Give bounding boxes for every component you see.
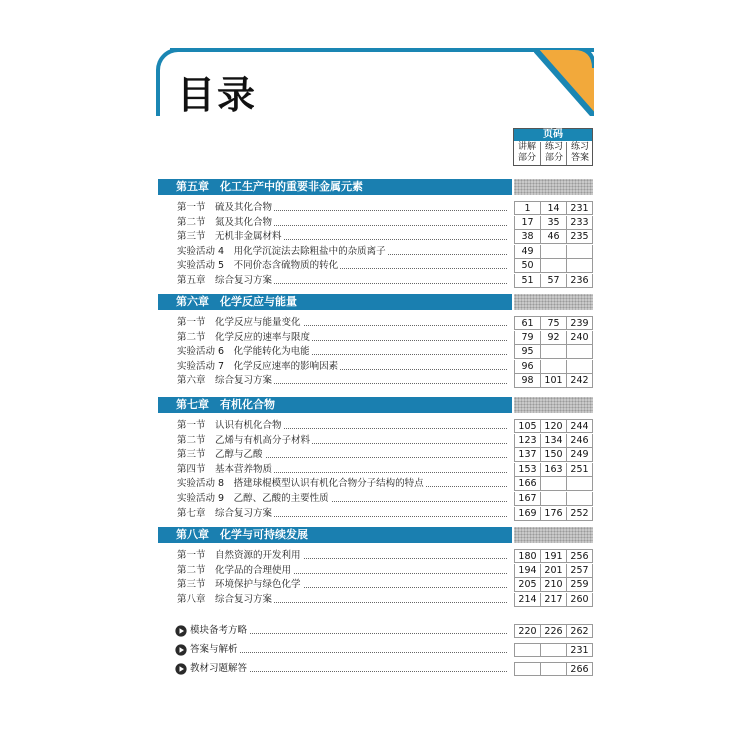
- page-code-header: [513, 128, 593, 166]
- toc-entry[interactable]: [177, 201, 593, 215]
- page-number-cells: [514, 374, 593, 388]
- answer-page: [566, 477, 593, 491]
- exercise-page: 120: [540, 419, 566, 433]
- toc-entry[interactable]: [177, 374, 593, 388]
- toc-entry-label: 第三节 环境保护与绿色化学: [177, 579, 301, 591]
- toc-entry[interactable]: [177, 564, 593, 578]
- lecture-page: 95: [514, 345, 540, 359]
- answer-page: 246: [566, 434, 593, 448]
- exercise-page: [540, 345, 566, 359]
- lecture-page: 220: [514, 624, 540, 638]
- page-code-title: 页码: [514, 129, 592, 141]
- answer-page: [566, 492, 593, 506]
- page-code-col-lecture: 讲解部分: [517, 142, 536, 163]
- answer-page: 233: [566, 216, 593, 230]
- toc-entry[interactable]: [177, 216, 593, 230]
- exercise-page: 14: [540, 201, 566, 215]
- lecture-page: 38: [514, 230, 540, 244]
- page-number-cells: [514, 216, 593, 230]
- exercise-page: 92: [540, 331, 566, 345]
- lecture-page: 79: [514, 331, 540, 345]
- toc-entry-label: 第一节 化学反应与能量变化: [177, 317, 301, 328]
- toc-entry-label: 第二节 氮及其化合物: [177, 216, 273, 228]
- lecture-page: 194: [514, 564, 540, 578]
- lecture-page: 61: [514, 316, 540, 330]
- lecture-page: 214: [514, 593, 540, 607]
- toc-entry-label: 实验活动 5 不同价态含硫物质的转化: [177, 260, 339, 272]
- page-number-cells: [514, 316, 593, 330]
- page-number-cells: [514, 507, 593, 521]
- exercise-page: [540, 360, 566, 374]
- exercise-page: 101: [540, 374, 566, 388]
- toc-entry-label: 第六章 综合复习方案: [177, 375, 273, 387]
- answer-page: 235: [566, 230, 593, 244]
- page-title: 目录: [177, 73, 258, 117]
- toc-entry-label: 第四节 基本营养物质: [177, 463, 273, 475]
- lecture-page: 49: [514, 245, 540, 259]
- exercise-page: 163: [540, 463, 566, 477]
- exercise-page: 226: [540, 624, 566, 638]
- page-number-cells: [514, 564, 593, 578]
- lecture-page: 167: [514, 492, 540, 506]
- exercise-page: 217: [540, 593, 566, 607]
- toc-entry[interactable]: [177, 434, 593, 448]
- page-number-cells: [514, 434, 593, 448]
- answer-page: [566, 360, 593, 374]
- toc-entry-label: 实验活动 4 用化学沉淀法去除粗盐中的杂质离子: [177, 245, 386, 257]
- page-number-cells: [514, 477, 593, 491]
- answer-page: [566, 259, 593, 273]
- chapter-dot-strip: [514, 179, 593, 195]
- chapter-dot-strip: [514, 294, 593, 310]
- page-number-cells: [514, 331, 593, 345]
- answer-page: 242: [566, 374, 593, 388]
- answer-page: 239: [566, 316, 593, 330]
- corner-decoration: [534, 48, 594, 116]
- toc-entry[interactable]: [177, 507, 593, 521]
- chapter-heading: 第六章 化学反应与能量: [158, 294, 512, 310]
- chapter-heading: 第八章 化学与可持续发展: [158, 527, 512, 543]
- page-number-cells: [514, 274, 593, 288]
- page-number-cells: [514, 230, 593, 244]
- appendix-entry-label: 答案与解析: [190, 644, 238, 655]
- chapter-heading: 第五章 化工生产中的重要非金属元素: [158, 179, 512, 195]
- exercise-page: [540, 643, 566, 657]
- page-number-cells: [514, 245, 593, 259]
- play-icon: [175, 663, 187, 675]
- page-number-cells: [514, 360, 593, 374]
- lecture-page: [514, 662, 540, 676]
- exercise-page: [540, 245, 566, 259]
- lecture-page: 180: [514, 549, 540, 563]
- toc-entry[interactable]: [177, 578, 593, 592]
- toc-entry-label: 实验活动 8 搭建球棍模型认识有机化合物分子结构的特点: [177, 478, 424, 490]
- toc-entry-label: 第三节 乙醇与乙酸: [177, 449, 263, 461]
- page-number-cells: [514, 201, 593, 215]
- toc-entry[interactable]: [177, 549, 593, 563]
- chapter-dot-strip: [514, 397, 593, 413]
- toc-entry-label: 第一节 硫及其化合物: [177, 202, 273, 213]
- lecture-page: 153: [514, 463, 540, 477]
- page-number-cells: [514, 643, 593, 657]
- title-frame-top-rule: [170, 48, 590, 52]
- lecture-page: 166: [514, 477, 540, 491]
- lecture-page: 169: [514, 507, 540, 521]
- page-number-cells: [514, 492, 593, 506]
- lecture-page: 51: [514, 274, 540, 288]
- toc-entry-label: 实验活动 7 化学反应速率的影响因素: [177, 360, 339, 372]
- toc-entry[interactable]: [177, 259, 593, 273]
- answer-page: 231: [566, 201, 593, 215]
- exercise-page: [540, 662, 566, 676]
- chapter-heading: 第七章 有机化合物: [158, 397, 512, 413]
- toc-entry-label: 第三节 无机非金属材料: [177, 231, 282, 243]
- answer-page: 244: [566, 419, 593, 433]
- page-number-cells: [514, 463, 593, 477]
- answer-page: 259: [566, 578, 593, 592]
- page-number-cells: [514, 578, 593, 592]
- answer-page: [566, 345, 593, 359]
- page-number-cells: [514, 448, 593, 462]
- page-code-col-exercise: 练习部分: [540, 142, 567, 165]
- lecture-page: 17: [514, 216, 540, 230]
- answer-page: 231: [566, 643, 593, 657]
- lecture-page: 137: [514, 448, 540, 462]
- exercise-page: 191: [540, 549, 566, 563]
- lecture-page: 105: [514, 419, 540, 433]
- toc-entry[interactable]: [177, 419, 593, 433]
- exercise-page: 35: [540, 216, 566, 230]
- exercise-page: 201: [540, 564, 566, 578]
- answer-page: 266: [566, 662, 593, 676]
- exercise-page: 134: [540, 434, 566, 448]
- toc-entry[interactable]: [177, 360, 593, 374]
- page-number-cells: [514, 345, 593, 359]
- exercise-page: 210: [540, 578, 566, 592]
- exercise-page: 75: [540, 316, 566, 330]
- toc-entry[interactable]: [177, 593, 593, 607]
- play-icon: [175, 644, 187, 656]
- lecture-page: 1: [514, 201, 540, 215]
- toc-entry[interactable]: [177, 477, 593, 491]
- appendix-entry-label: 教材习题解答: [190, 663, 248, 674]
- answer-page: 262: [566, 624, 593, 638]
- answer-page: 236: [566, 274, 593, 288]
- page-number-cells: [514, 593, 593, 607]
- appendix-entry[interactable]: [175, 643, 593, 657]
- exercise-page: 57: [540, 274, 566, 288]
- exercise-page: [540, 492, 566, 506]
- exercise-page: 46: [540, 230, 566, 244]
- toc-entry[interactable]: [177, 463, 593, 477]
- answer-page: 240: [566, 331, 593, 345]
- toc-entry-label: 实验活动 9 乙醇、乙酸的主要性质: [177, 493, 329, 504]
- toc-entry-label: 第一节 自然资源的开发利用: [177, 550, 301, 561]
- exercise-page: [540, 259, 566, 273]
- exercise-page: [540, 477, 566, 491]
- page-number-cells: [514, 662, 593, 676]
- page-code-col-answers: 练习答案: [566, 142, 593, 165]
- toc-entry[interactable]: [177, 331, 593, 345]
- lecture-page: [514, 643, 540, 657]
- toc-entry[interactable]: [177, 245, 593, 259]
- toc-entry-label: 实验活动 6 化学能转化为电能: [177, 346, 310, 358]
- toc-entry[interactable]: [177, 448, 593, 462]
- answer-page: [566, 245, 593, 259]
- appendix-entry[interactable]: [175, 662, 593, 676]
- answer-page: 260: [566, 593, 593, 607]
- lecture-page: 50: [514, 259, 540, 273]
- toc-entry-label: 第二节 乙烯与有机高分子材料: [177, 434, 311, 446]
- lecture-page: 123: [514, 434, 540, 448]
- lecture-page: 205: [514, 578, 540, 592]
- toc-entry-label: 第八章 综合复习方案: [177, 593, 273, 605]
- answer-page: 251: [566, 463, 593, 477]
- toc-entry[interactable]: [177, 345, 593, 359]
- page-number-cells: [514, 624, 593, 638]
- exercise-page: 176: [540, 507, 566, 521]
- answer-page: 252: [566, 507, 593, 521]
- chapter-dot-strip: [514, 527, 593, 543]
- play-icon: [175, 625, 187, 637]
- toc-entry[interactable]: [177, 316, 593, 330]
- toc-entry-label: 第五章 综合复习方案: [177, 275, 273, 286]
- toc-entry[interactable]: [177, 274, 593, 288]
- exercise-page: 150: [540, 448, 566, 462]
- toc-entry[interactable]: [177, 492, 593, 506]
- appendix-entry[interactable]: [175, 624, 593, 638]
- toc-entry-label: 第二节 化学反应的速率与限度: [177, 331, 311, 343]
- lecture-page: 98: [514, 374, 540, 388]
- page-number-cells: [514, 419, 593, 433]
- toc-entry[interactable]: [177, 230, 593, 244]
- answer-page: 249: [566, 448, 593, 462]
- page-number-cells: [514, 259, 593, 273]
- appendix-entry-label: 模块备考方略: [190, 625, 248, 636]
- lecture-page: 96: [514, 360, 540, 374]
- toc-entry-label: 第七章 综合复习方案: [177, 507, 273, 519]
- answer-page: 257: [566, 564, 593, 578]
- toc-entry-label: 第二节 化学品的合理使用: [177, 564, 292, 576]
- toc-entry-label: 第一节 认识有机化合物: [177, 420, 282, 431]
- page-number-cells: [514, 549, 593, 563]
- answer-page: 256: [566, 549, 593, 563]
